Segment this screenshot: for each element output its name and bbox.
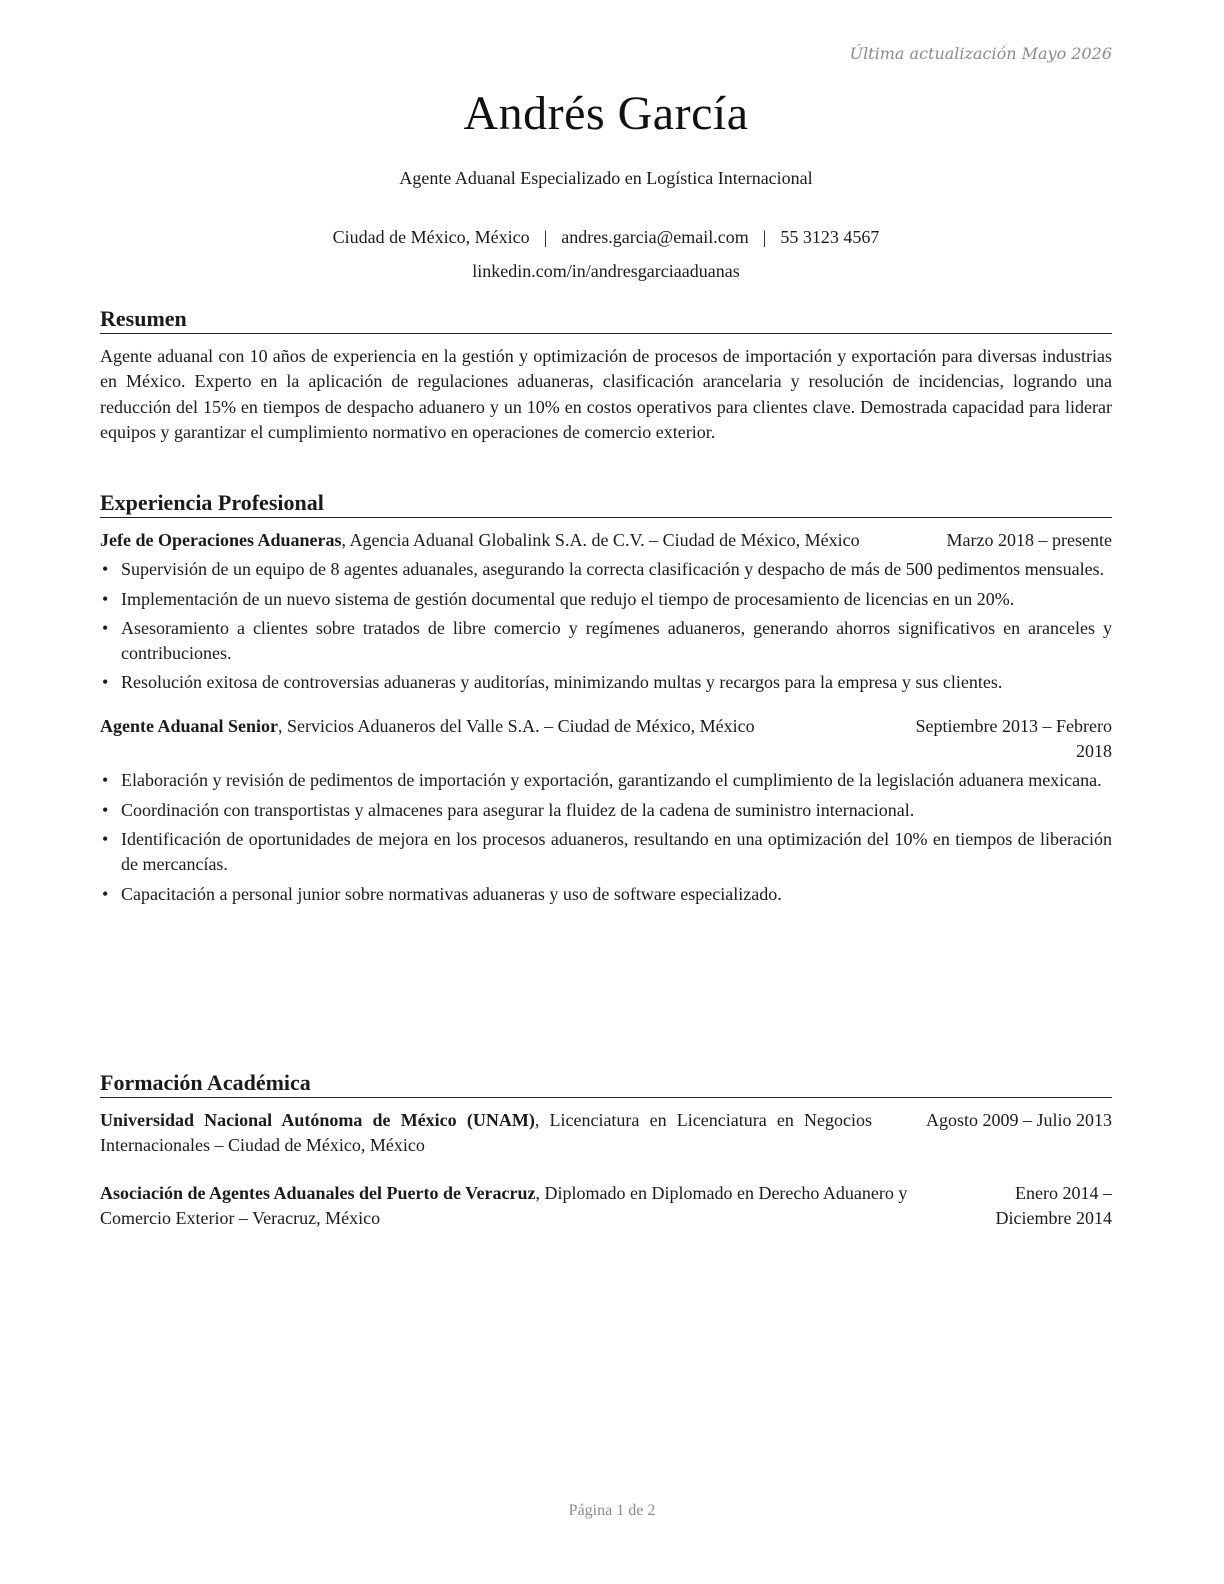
experience-bullets bbox=[100, 768, 1112, 906]
contact-separator: | bbox=[543, 227, 548, 247]
bullet-icon: • bbox=[102, 770, 109, 791]
education-entry-heading bbox=[100, 1108, 872, 1159]
contact-location: Ciudad de México, México bbox=[332, 227, 530, 247]
bullet-text: Resolución exitosa de controversias aduaneras y auditorías, minimizando multas y recargos para la empresa y sus clientes. bbox=[121, 672, 1003, 693]
education-entry bbox=[100, 1181, 1112, 1232]
list-item bbox=[100, 798, 1112, 823]
experience-dates: Marzo 2018 – presente bbox=[946, 530, 1112, 550]
contact-email[interactable]: andres.garcia@email.com bbox=[561, 227, 749, 247]
experience-section bbox=[100, 490, 1112, 911]
experience-bullets bbox=[100, 557, 1112, 695]
experience-entry-header bbox=[100, 714, 1112, 765]
education-entry bbox=[100, 1108, 1112, 1159]
experience-entry-header bbox=[100, 528, 1112, 553]
bullet-text: Identificación de oportunidades de mejora en los procesos aduaneros, resultando en una optimización del 10% en tiempos de liberación de mercancías. bbox=[121, 828, 1112, 875]
bullet-text: Elaboración y revisión de pedimentos de importación y exportación, garantizando el cumplimiento de la legislación aduanera mexicana. bbox=[121, 770, 1102, 791]
list-item bbox=[100, 768, 1112, 793]
experience-entry bbox=[100, 714, 1112, 907]
contact-info bbox=[100, 220, 1112, 288]
list-item bbox=[100, 827, 1112, 878]
experience-role: Agente Aduanal Senior bbox=[100, 715, 279, 736]
summary-title: Resumen bbox=[100, 306, 1112, 334]
education-entry-header bbox=[100, 1108, 1112, 1159]
bullet-icon: • bbox=[102, 828, 109, 849]
experience-details: , Servicios Aduaneros del Valle S.A. – Ciudad de México, México bbox=[278, 715, 755, 736]
list-item bbox=[100, 882, 1112, 907]
bullet-icon: • bbox=[102, 672, 109, 693]
bullet-icon: • bbox=[102, 617, 109, 638]
experience-details: , Agencia Aduanal Globalink S.A. de C.V. – Ciudad de México, México bbox=[341, 530, 860, 550]
list-item bbox=[100, 557, 1112, 582]
experience-role: Jefe de Operaciones Aduaneras bbox=[100, 530, 342, 550]
candidate-name: Andrés García bbox=[463, 87, 749, 140]
contact-phone: 55 3123 4567 bbox=[780, 227, 880, 247]
education-entry-header bbox=[100, 1181, 1112, 1232]
list-item bbox=[100, 616, 1112, 667]
bullet-icon: • bbox=[102, 883, 109, 904]
education-details: , Diplomado en Diplomado en Derecho Aduanero y Comercio Exterior – Veracruz, México bbox=[100, 1182, 908, 1228]
bullet-icon: • bbox=[102, 588, 109, 609]
list-item bbox=[100, 587, 1112, 612]
summary-text: Agente aduanal con 10 años de experiencia en la gestión y optimización de procesos de importación y exportación para diversas industrias en México. Experto en la aplicación de regulaciones aduaneras, clasificación arancelaria y resolución de incidencias, logrando una reducción del 15% en tiempos de despacho aduanero y un 10% en costos operativos para clientes clave. Demostrada capacidad para liderar equipos y garantizar el cumplimiento normativo en operaciones de comercio exterior. bbox=[100, 346, 1112, 442]
contact-separator: | bbox=[762, 227, 767, 247]
education-title: Formación Académica bbox=[100, 1070, 1112, 1098]
education-details: , Licenciatura en Licenciatura en Negocios Internacionales – Ciudad de México, México bbox=[100, 1110, 872, 1156]
experience-entry-heading bbox=[100, 528, 894, 553]
education-institution: Asociación de Agentes Aduanales del Puerto de Veracruz bbox=[100, 1182, 536, 1203]
bullet-text: Asesoramiento a clientes sobre tratados de libre comercio y regímenes aduaneros, generando ahorros significativos en aranceles y contribuciones. bbox=[121, 617, 1112, 664]
bullet-icon: • bbox=[102, 559, 109, 580]
education-institution: Universidad Nacional Autónoma de México (UNAM) bbox=[100, 1110, 535, 1130]
page-number: Página 1 de 2 bbox=[568, 1502, 656, 1519]
experience-title: Experiencia Profesional bbox=[100, 490, 1112, 518]
education-section bbox=[100, 1070, 1112, 1231]
bullet-text: Coordinación con transportistas y almacenes para asegurar la fluidez de la cadena de suministro internacional. bbox=[121, 799, 915, 820]
last-updated: Última actualización Mayo 2026 bbox=[849, 44, 1112, 63]
education-dates: Enero 2014 – Diciembre 2014 bbox=[995, 1182, 1112, 1228]
education-entry-heading bbox=[100, 1181, 924, 1232]
experience-entry bbox=[100, 528, 1112, 696]
contact-linkedin[interactable]: linkedin.com/in/andresgarciaaduanas bbox=[472, 261, 740, 281]
bullet-icon: • bbox=[102, 799, 109, 820]
list-item bbox=[100, 670, 1112, 695]
bullet-text: Implementación de un nuevo sistema de gestión documental que redujo el tiempo de procesamiento de licencias en un 20%. bbox=[121, 588, 1015, 609]
bullet-text: Capacitación a personal junior sobre normativas aduaneras y uso de software especializado. bbox=[121, 883, 782, 904]
experience-dates: Septiembre 2013 – Febrero 2018 bbox=[915, 715, 1112, 762]
experience-entry-heading bbox=[100, 714, 860, 739]
bullet-text: Supervisión de un equipo de 8 agentes aduanales, asegurando la correcta clasificación y despacho de más de 500 pedimentos mensuales. bbox=[121, 559, 1105, 580]
candidate-subtitle: Agente Aduanal Especializado en Logística Internacional bbox=[399, 168, 813, 188]
education-dates: Agosto 2009 – Julio 2013 bbox=[925, 1110, 1112, 1130]
summary-section bbox=[100, 306, 1112, 445]
contact-line-1 bbox=[100, 220, 1112, 254]
